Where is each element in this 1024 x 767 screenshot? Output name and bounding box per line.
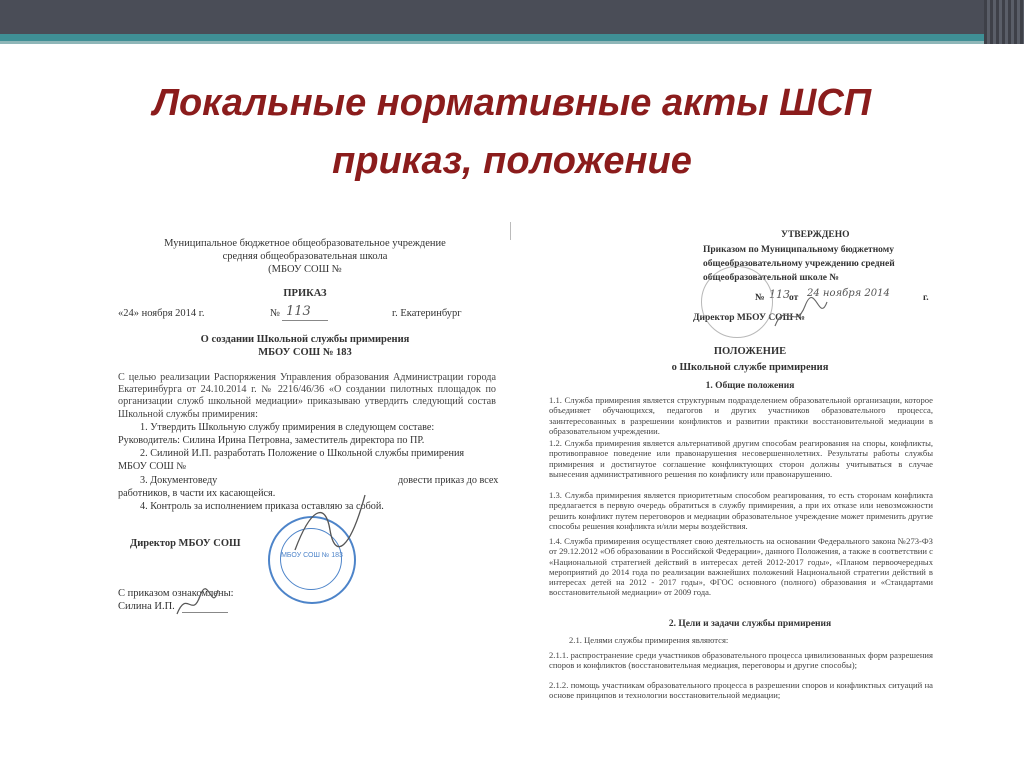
order-city: г. Екатеринбург [392,308,462,319]
order-heading: ПРИКАЗ [283,288,327,299]
slide-title-line1: Локальные нормативные акты ШСП [152,82,872,124]
regulation-p211: 2.1.1. распространение среди участников образовательного процесса цивилизованных форм разрешения споров и конфликтов (восстановительная медиация, переговоры и другие способы); [549,650,933,671]
regulation-approved-l3: общеобразовательной школе № [703,273,839,283]
scan-edge-mark [510,222,511,240]
regulation-p21: 2.1. Целями службы примирения являются: [569,635,729,645]
regulation-approved-hand-num: 113 [769,288,790,301]
order-item4: 4. Контроль за исполнением приказа оставляю за собой. [140,501,384,512]
order-subject-line1: О создании Школьной службы примирения [200,334,410,345]
regulation-document [545,222,945,712]
order-ack-name: Силина И.П. [118,601,175,612]
top-bar [0,0,1024,34]
regulation-approved-l2: общеобразовательному учреждению средней [703,259,895,269]
regulation-p12: 1.2. Служба примирения является альтернативой другим способам реагирования на споры, конфликты, противоправное поведение или правонарушения несовершеннолетних. Результаты работы службы примирения и достигнутое соглашение конфликтующих сторон должны учитываться в случае вынесения административного решения по конфликту или правонарушению. [549,438,933,479]
regulation-subtitle: о Школьной службе примирения [671,362,829,373]
regulation-approved: УТВЕРЖДЕНО [781,230,850,240]
regulation-section1: 1. Общие положения [705,381,795,391]
regulation-stamp [701,266,773,338]
order-item1-head: Руководитель: Силина Ирина Петровна, заместитель директора по ПР. [118,435,425,446]
order-item3a: 3. Документоведу [140,475,218,486]
regulation-p11: 1.1. Служба примирения является структурным подразделением образовательной организации, которое объединяет обучающихся, педагогов и других участников образовательного процесса, заинтересованных в разрешении конфликтов и развитии практики восстановительной медиации в образовательном учреждении. [549,395,933,436]
order-number-value: 113 [286,304,311,319]
ack-signature [172,584,222,624]
order-org-line1: Муниципальное бюджетное общеобразовательное учреждение [164,238,446,249]
regulation-p212: 2.1.2. помощь участникам образовательного процесса в разрешении споров и конфликтных ситуаций на основе принципов и технологии восстановительной медиации; [549,680,933,701]
order-item2b: МБОУ СОШ № [118,461,187,472]
order-org-line2: средняя общеобразовательная школа [222,251,388,262]
order-document [100,222,518,712]
regulation-approved-year: г. [923,293,929,303]
order-subject-line2: МБОУ СОШ № 183 [258,347,352,358]
top-bar-corner [984,0,1024,44]
top-bar-stripe-light [0,41,1024,44]
slide-title-line2: приказ, положение [332,140,692,182]
order-ack: С приказом ознакомлены: [118,588,234,599]
order-org-line3: (МБОУ СОШ № [268,264,342,275]
order-item3b: работников, в части их касающейся. [118,488,276,499]
order-item2a: 2. Силиной И.П. разработать Положение о Школьной службы примирения [140,448,465,459]
regulation-approved-from: от [789,293,799,303]
top-bar-stripe [0,34,1024,41]
regulation-section2: 2. Цели и задачи службы примирения [668,619,832,629]
regulation-director: Директор МБОУ СОШ № [693,313,805,323]
regulation-heading: ПОЛОЖЕНИЕ [713,346,787,357]
regulation-approved-num-label: № [755,293,765,303]
regulation-signature [771,296,831,336]
order-body-intro: С целью реализации Распоряжения Управления образования Администрации города Екатеринбурга от 24.10.2014 г. № 2216/46/36 «О создании пилотных площадок по организации служб школьной медиации» приказываю утвердить следующий состав Школьной службы примирения: [118,372,496,420]
order-item1: 1. Утвердить Школьную службу примирения в следующем составе: [140,422,435,433]
regulation-p13: 1.3. Служба примирения является приоритетным способом реагирования, то есть сторонам конфликта предлагается в первую очередь обратиться в службу примирения, а при их отказе или невозможности решить конфликт путем переговоров и медиации образовательное учреждение может применить другие способы решения конфликта и/или меры воздействия. [549,490,933,531]
order-date: «24» ноября 2014 г. [118,308,205,319]
regulation-approved-hand-date: 24 ноября 2014 [807,288,890,299]
order-number-underline [282,320,328,321]
stamp-text: МБОУ СОШ № 183 [281,552,343,559]
regulation-p14: 1.4. Служба примирения осуществляет свою деятельность на основании Федерального закона №273-ФЗ от 29.12.2012 «Об образовании в Российской Федерации», данного Положения, а также в соответствии с «Национальной стратегией действий в интересах детей 2012-2017 годы», «Планом первоочередных мероприятий до 2014 года по реализации важнейших положений Национальной стратегии действий в интересах детей на 2012 - 2017 годы», ФГОС основного (полного) образования и «Стандартами восстановительной медиации» от 2009 года. [549,536,933,598]
order-item3a-end: довести приказ до всех [398,475,499,486]
regulation-approved-l1: Приказом по Муниципальному бюджетному [703,245,894,255]
director-signature [290,490,370,560]
order-number-label: № [270,308,281,319]
order-director: Директор МБОУ СОШ [130,538,241,549]
